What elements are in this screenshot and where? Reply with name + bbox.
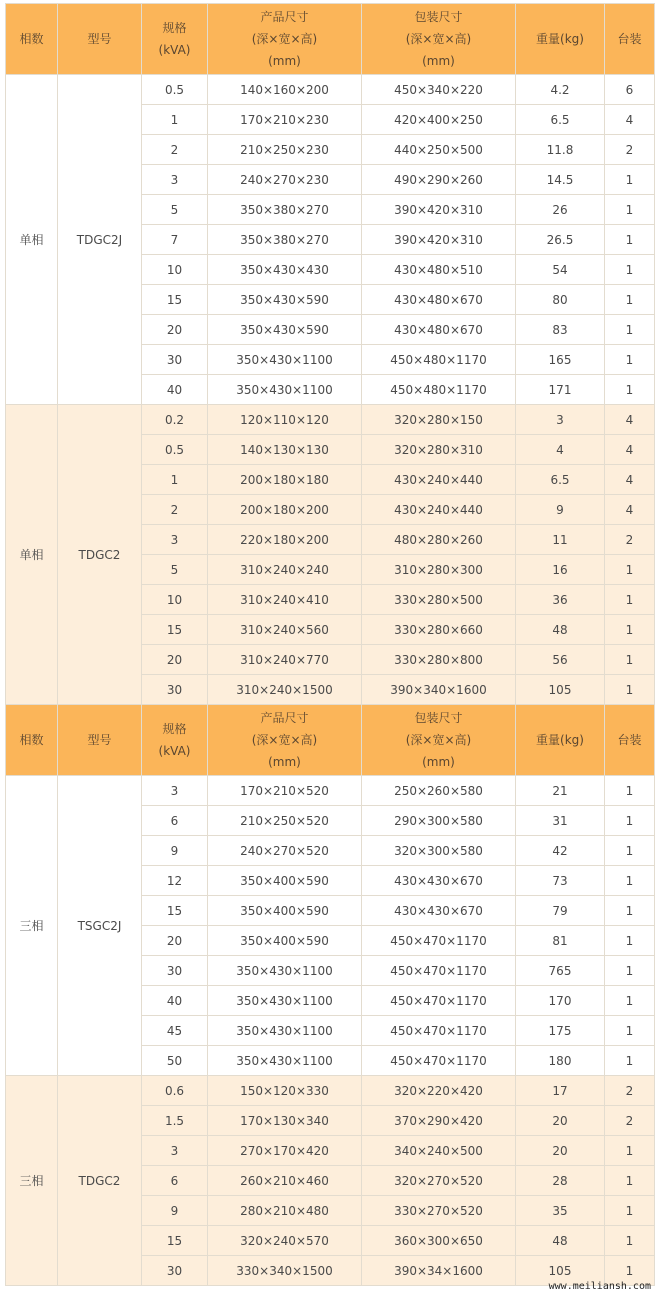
package-size-cell: 320×300×580 bbox=[362, 836, 516, 866]
product-size-cell: 210×250×230 bbox=[208, 135, 362, 165]
spec-cell: 20 bbox=[142, 315, 208, 345]
package-size-cell: 430×430×670 bbox=[362, 896, 516, 926]
package-size-cell: 330×280×660 bbox=[362, 615, 516, 645]
product-size-cell: 310×240×410 bbox=[208, 585, 362, 615]
product-size-cell: 350×430×590 bbox=[208, 315, 362, 345]
header-package-size bbox=[362, 4, 516, 75]
units-cell: 1 bbox=[605, 195, 655, 225]
spec-cell: 7 bbox=[142, 225, 208, 255]
units-cell: 1 bbox=[605, 1016, 655, 1046]
spec-cell: 9 bbox=[142, 836, 208, 866]
product-size-cell: 280×210×480 bbox=[208, 1196, 362, 1226]
spec-cell: 15 bbox=[142, 896, 208, 926]
units-cell: 1 bbox=[605, 866, 655, 896]
units-cell: 1 bbox=[605, 806, 655, 836]
units-cell: 6 bbox=[605, 75, 655, 105]
header-product-size-line: 产品尺寸 bbox=[260, 711, 309, 725]
weight-cell: 83 bbox=[516, 315, 605, 345]
package-size-cell: 290×300×580 bbox=[362, 806, 516, 836]
product-size-cell: 140×160×200 bbox=[208, 75, 362, 105]
product-size-cell: 150×120×330 bbox=[208, 1076, 362, 1106]
weight-cell: 31 bbox=[516, 806, 605, 836]
header-spec-line: (kVA) bbox=[158, 43, 191, 57]
spec-cell: 1 bbox=[142, 465, 208, 495]
spec-cell: 45 bbox=[142, 1016, 208, 1046]
header-units: 台装 bbox=[605, 705, 655, 776]
package-size-cell: 330×280×800 bbox=[362, 645, 516, 675]
header-product-size-line: (深×宽×高) bbox=[251, 733, 318, 747]
units-cell: 1 bbox=[605, 1256, 655, 1286]
spec-cell: 30 bbox=[142, 675, 208, 705]
units-cell: 1 bbox=[605, 1166, 655, 1196]
weight-cell: 26.5 bbox=[516, 225, 605, 255]
product-size-cell: 310×240×560 bbox=[208, 615, 362, 645]
spec-cell: 20 bbox=[142, 645, 208, 675]
header-model: 型号 bbox=[58, 4, 142, 75]
header-group-2 bbox=[6, 705, 655, 776]
units-cell: 1 bbox=[605, 836, 655, 866]
weight-cell: 4.2 bbox=[516, 75, 605, 105]
weight-cell: 79 bbox=[516, 896, 605, 926]
header-product-size bbox=[208, 4, 362, 75]
package-size-cell: 430×480×670 bbox=[362, 285, 516, 315]
header-group-0 bbox=[6, 4, 655, 75]
model-group bbox=[6, 405, 655, 705]
spec-cell: 50 bbox=[142, 1046, 208, 1076]
weight-cell: 9 bbox=[516, 495, 605, 525]
weight-cell: 35 bbox=[516, 1196, 605, 1226]
header-units: 台装 bbox=[605, 4, 655, 75]
product-size-cell: 330×340×1500 bbox=[208, 1256, 362, 1286]
product-size-cell: 220×180×200 bbox=[208, 525, 362, 555]
spec-cell: 6 bbox=[142, 1166, 208, 1196]
header-package-size-line: (深×宽×高) bbox=[405, 733, 472, 747]
weight-cell: 26 bbox=[516, 195, 605, 225]
package-size-cell: 430×480×510 bbox=[362, 255, 516, 285]
units-cell: 1 bbox=[605, 315, 655, 345]
units-cell: 4 bbox=[605, 405, 655, 435]
units-cell: 2 bbox=[605, 525, 655, 555]
package-size-cell: 450×470×1170 bbox=[362, 986, 516, 1016]
weight-cell: 80 bbox=[516, 285, 605, 315]
package-size-cell: 370×290×420 bbox=[362, 1106, 516, 1136]
spec-cell: 2 bbox=[142, 135, 208, 165]
product-size-cell: 140×130×130 bbox=[208, 435, 362, 465]
spec-cell: 1.5 bbox=[142, 1106, 208, 1136]
model-cell: TSGC2J bbox=[58, 776, 142, 1076]
units-cell: 1 bbox=[605, 1046, 655, 1076]
package-size-cell: 430×430×670 bbox=[362, 866, 516, 896]
units-cell: 1 bbox=[605, 645, 655, 675]
package-size-cell: 330×280×500 bbox=[362, 585, 516, 615]
package-size-cell: 450×470×1170 bbox=[362, 1046, 516, 1076]
units-cell: 1 bbox=[605, 165, 655, 195]
weight-cell: 105 bbox=[516, 675, 605, 705]
weight-cell: 180 bbox=[516, 1046, 605, 1076]
spec-cell: 15 bbox=[142, 615, 208, 645]
spec-cell: 6 bbox=[142, 806, 208, 836]
watermark: www.meiliansh.com bbox=[548, 1281, 651, 1292]
package-size-cell: 390×420×310 bbox=[362, 225, 516, 255]
units-cell: 1 bbox=[605, 926, 655, 956]
units-cell: 1 bbox=[605, 285, 655, 315]
product-size-cell: 350×430×590 bbox=[208, 285, 362, 315]
header-model: 型号 bbox=[58, 705, 142, 776]
spec-cell: 3 bbox=[142, 776, 208, 806]
units-cell: 4 bbox=[605, 435, 655, 465]
package-size-cell: 440×250×500 bbox=[362, 135, 516, 165]
phase-cell: 三相 bbox=[6, 776, 58, 1076]
spec-table bbox=[5, 3, 655, 1286]
product-size-cell: 350×400×590 bbox=[208, 866, 362, 896]
product-size-cell: 170×210×520 bbox=[208, 776, 362, 806]
weight-cell: 170 bbox=[516, 986, 605, 1016]
product-size-cell: 240×270×230 bbox=[208, 165, 362, 195]
units-cell: 1 bbox=[605, 896, 655, 926]
package-size-cell: 390×340×1600 bbox=[362, 675, 516, 705]
weight-cell: 165 bbox=[516, 345, 605, 375]
spec-cell: 30 bbox=[142, 956, 208, 986]
package-size-cell: 480×280×260 bbox=[362, 525, 516, 555]
header-weight: 重量(kg) bbox=[516, 705, 605, 776]
units-cell: 2 bbox=[605, 135, 655, 165]
units-cell: 1 bbox=[605, 555, 655, 585]
table-row bbox=[6, 1076, 655, 1106]
units-cell: 1 bbox=[605, 1196, 655, 1226]
units-cell: 4 bbox=[605, 105, 655, 135]
units-cell: 2 bbox=[605, 1106, 655, 1136]
product-size-cell: 170×130×340 bbox=[208, 1106, 362, 1136]
package-size-cell: 320×280×150 bbox=[362, 405, 516, 435]
product-size-cell: 320×240×570 bbox=[208, 1226, 362, 1256]
package-size-cell: 340×240×500 bbox=[362, 1136, 516, 1166]
header-spec bbox=[142, 4, 208, 75]
product-size-cell: 350×430×1100 bbox=[208, 375, 362, 405]
product-size-cell: 350×430×1100 bbox=[208, 956, 362, 986]
spec-cell: 40 bbox=[142, 375, 208, 405]
package-size-cell: 320×280×310 bbox=[362, 435, 516, 465]
spec-cell: 10 bbox=[142, 255, 208, 285]
product-size-cell: 210×250×520 bbox=[208, 806, 362, 836]
header-product-size-line: (深×宽×高) bbox=[251, 32, 318, 46]
units-cell: 1 bbox=[605, 956, 655, 986]
model-group bbox=[6, 75, 655, 405]
spec-cell: 2 bbox=[142, 495, 208, 525]
package-size-cell: 420×400×250 bbox=[362, 105, 516, 135]
package-size-cell: 250×260×580 bbox=[362, 776, 516, 806]
product-size-cell: 270×170×420 bbox=[208, 1136, 362, 1166]
weight-cell: 6.5 bbox=[516, 465, 605, 495]
package-size-cell: 310×280×300 bbox=[362, 555, 516, 585]
package-size-cell: 390×420×310 bbox=[362, 195, 516, 225]
spec-cell: 30 bbox=[142, 345, 208, 375]
weight-cell: 11.8 bbox=[516, 135, 605, 165]
header-package-size-line: (mm) bbox=[422, 54, 455, 68]
weight-cell: 16 bbox=[516, 555, 605, 585]
weight-cell: 48 bbox=[516, 615, 605, 645]
weight-cell: 20 bbox=[516, 1136, 605, 1166]
header-spec-line: (kVA) bbox=[158, 744, 191, 758]
package-size-cell: 330×270×520 bbox=[362, 1196, 516, 1226]
spec-cell: 40 bbox=[142, 986, 208, 1016]
spec-cell: 15 bbox=[142, 1226, 208, 1256]
package-size-cell: 450×470×1170 bbox=[362, 956, 516, 986]
header-package-size-line: (mm) bbox=[422, 755, 455, 769]
header-spec-line: 规格 bbox=[162, 21, 187, 35]
weight-cell: 21 bbox=[516, 776, 605, 806]
package-size-cell: 450×470×1170 bbox=[362, 926, 516, 956]
units-cell: 1 bbox=[605, 615, 655, 645]
phase-cell: 单相 bbox=[6, 75, 58, 405]
package-size-cell: 490×290×260 bbox=[362, 165, 516, 195]
table-row bbox=[6, 776, 655, 806]
header-product-size-line: 产品尺寸 bbox=[260, 10, 309, 24]
product-size-cell: 260×210×460 bbox=[208, 1166, 362, 1196]
model-cell: TDGC2 bbox=[58, 405, 142, 705]
product-size-cell: 120×110×120 bbox=[208, 405, 362, 435]
spec-cell: 20 bbox=[142, 926, 208, 956]
weight-cell: 28 bbox=[516, 1166, 605, 1196]
spec-cell: 9 bbox=[142, 1196, 208, 1226]
spec-cell: 5 bbox=[142, 555, 208, 585]
package-size-cell: 450×480×1170 bbox=[362, 345, 516, 375]
weight-cell: 3 bbox=[516, 405, 605, 435]
units-cell: 1 bbox=[605, 375, 655, 405]
package-size-cell: 450×480×1170 bbox=[362, 375, 516, 405]
units-cell: 1 bbox=[605, 986, 655, 1016]
header-product-size-line: (mm) bbox=[268, 54, 301, 68]
header-package-size bbox=[362, 705, 516, 776]
units-cell: 1 bbox=[605, 1136, 655, 1166]
header-weight: 重量(kg) bbox=[516, 4, 605, 75]
product-size-cell: 200×180×180 bbox=[208, 465, 362, 495]
header-package-size-line: 包装尺寸 bbox=[414, 711, 463, 725]
spec-cell: 5 bbox=[142, 195, 208, 225]
package-size-cell: 430×240×440 bbox=[362, 465, 516, 495]
units-cell: 1 bbox=[605, 675, 655, 705]
header-product-size-line: (mm) bbox=[268, 755, 301, 769]
spec-cell: 3 bbox=[142, 1136, 208, 1166]
spec-cell: 0.6 bbox=[142, 1076, 208, 1106]
product-size-cell: 310×240×770 bbox=[208, 645, 362, 675]
weight-cell: 11 bbox=[516, 525, 605, 555]
spec-cell: 12 bbox=[142, 866, 208, 896]
model-cell: TDGC2J bbox=[58, 75, 142, 405]
header-package-size-line: 包装尺寸 bbox=[414, 10, 463, 24]
product-size-cell: 240×270×520 bbox=[208, 836, 362, 866]
table-row bbox=[6, 405, 655, 435]
spec-cell: 0.2 bbox=[142, 405, 208, 435]
package-size-cell: 430×480×670 bbox=[362, 315, 516, 345]
product-size-cell: 350×430×430 bbox=[208, 255, 362, 285]
weight-cell: 36 bbox=[516, 585, 605, 615]
spec-cell: 0.5 bbox=[142, 435, 208, 465]
units-cell: 1 bbox=[605, 585, 655, 615]
package-size-cell: 390×34×1600 bbox=[362, 1256, 516, 1286]
model-cell: TDGC2 bbox=[58, 1076, 142, 1286]
weight-cell: 54 bbox=[516, 255, 605, 285]
weight-cell: 20 bbox=[516, 1106, 605, 1136]
weight-cell: 56 bbox=[516, 645, 605, 675]
package-size-cell: 430×240×440 bbox=[362, 495, 516, 525]
units-cell: 2 bbox=[605, 1076, 655, 1106]
weight-cell: 81 bbox=[516, 926, 605, 956]
weight-cell: 171 bbox=[516, 375, 605, 405]
spec-cell: 0.5 bbox=[142, 75, 208, 105]
weight-cell: 175 bbox=[516, 1016, 605, 1046]
table-row bbox=[6, 75, 655, 105]
units-cell: 4 bbox=[605, 465, 655, 495]
spec-cell: 3 bbox=[142, 165, 208, 195]
product-size-cell: 310×240×1500 bbox=[208, 675, 362, 705]
units-cell: 1 bbox=[605, 776, 655, 806]
header-spec-line: 规格 bbox=[162, 722, 187, 736]
spec-cell: 10 bbox=[142, 585, 208, 615]
package-size-cell: 450×470×1170 bbox=[362, 1016, 516, 1046]
package-size-cell: 320×270×520 bbox=[362, 1166, 516, 1196]
product-size-cell: 310×240×240 bbox=[208, 555, 362, 585]
weight-cell: 6.5 bbox=[516, 105, 605, 135]
weight-cell: 42 bbox=[516, 836, 605, 866]
spec-cell: 30 bbox=[142, 1256, 208, 1286]
weight-cell: 4 bbox=[516, 435, 605, 465]
spec-cell: 1 bbox=[142, 105, 208, 135]
units-cell: 1 bbox=[605, 345, 655, 375]
product-size-cell: 170×210×230 bbox=[208, 105, 362, 135]
product-size-cell: 350×380×270 bbox=[208, 195, 362, 225]
header-spec bbox=[142, 705, 208, 776]
package-size-cell: 450×340×220 bbox=[362, 75, 516, 105]
weight-cell: 17 bbox=[516, 1076, 605, 1106]
product-size-cell: 350×430×1100 bbox=[208, 986, 362, 1016]
product-size-cell: 350×400×590 bbox=[208, 926, 362, 956]
header-phase: 相数 bbox=[6, 705, 58, 776]
package-size-cell: 360×300×650 bbox=[362, 1226, 516, 1256]
units-cell: 1 bbox=[605, 225, 655, 255]
spec-cell: 3 bbox=[142, 525, 208, 555]
spec-cell: 15 bbox=[142, 285, 208, 315]
product-size-cell: 200×180×200 bbox=[208, 495, 362, 525]
header-package-size-line: (深×宽×高) bbox=[405, 32, 472, 46]
package-size-cell: 320×220×420 bbox=[362, 1076, 516, 1106]
model-group bbox=[6, 776, 655, 1076]
weight-cell: 765 bbox=[516, 956, 605, 986]
product-size-cell: 350×430×1100 bbox=[208, 1046, 362, 1076]
header-row bbox=[6, 4, 655, 75]
units-cell: 4 bbox=[605, 495, 655, 525]
weight-cell: 73 bbox=[516, 866, 605, 896]
phase-cell: 单相 bbox=[6, 405, 58, 705]
weight-cell: 48 bbox=[516, 1226, 605, 1256]
header-row bbox=[6, 705, 655, 776]
weight-cell: 105 bbox=[516, 1256, 605, 1286]
phase-cell: 三相 bbox=[6, 1076, 58, 1286]
product-size-cell: 350×400×590 bbox=[208, 896, 362, 926]
units-cell: 1 bbox=[605, 255, 655, 285]
model-group bbox=[6, 1076, 655, 1286]
product-size-cell: 350×430×1100 bbox=[208, 345, 362, 375]
product-size-cell: 350×430×1100 bbox=[208, 1016, 362, 1046]
header-phase: 相数 bbox=[6, 4, 58, 75]
weight-cell: 14.5 bbox=[516, 165, 605, 195]
product-size-cell: 350×380×270 bbox=[208, 225, 362, 255]
header-product-size bbox=[208, 705, 362, 776]
units-cell: 1 bbox=[605, 1226, 655, 1256]
